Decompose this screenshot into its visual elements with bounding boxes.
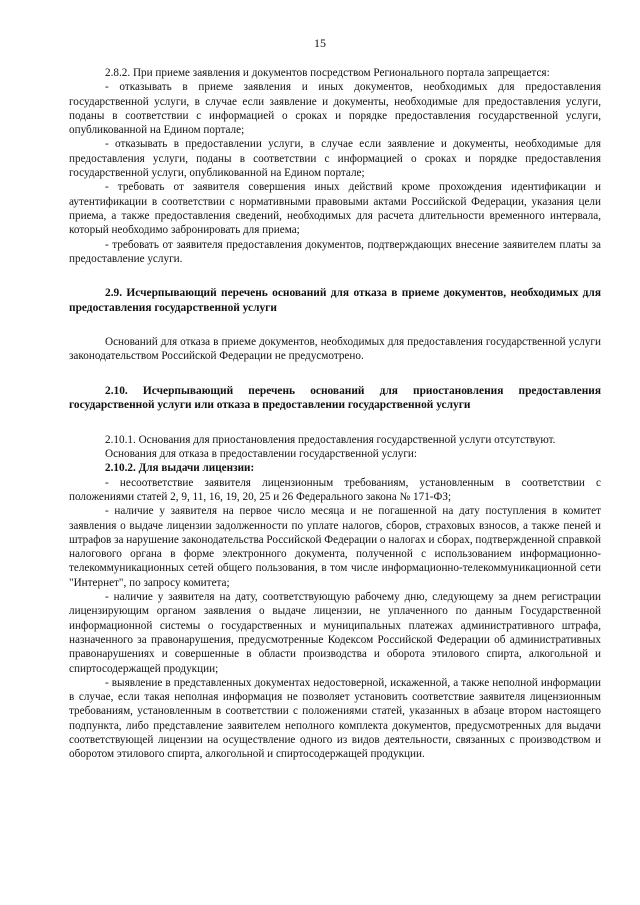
section-2-9-heading: 2.9. Исчерпывающий перечень оснований для отказа в приеме документов, необходимых для предоставления государственной услуги [69,287,601,314]
section-2-10-heading: 2.10. Исчерпывающий перечень оснований для приостановления предоставления государственной услуги или отказа в предоставлении государственной услуги [69,384,601,412]
section-2-8-2-intro: 2.8.2. При приеме заявления и документов посредством Регионального портала запрещается: [105,67,550,79]
section-2-9-text: Оснований для отказа в приеме документов, необходимых для предоставления государственной услуги законодательством Российской Федерации не предусмотрено. [69,336,601,363]
list-item: - отказывать в приеме заявления и иных документов, необходимых для предоставления государственной услуги, в случае если заявление и документы, необходимые для предоставления услуги, поданы в соответствии с информацией о сроках и порядке предоставления государственной услуги, опубликованной на Едином портале; [69,81,601,137]
page-number: 15 [314,36,326,50]
list-item: - отказывать в предоставлении услуги, в случае если заявление и документы, необходимые для предоставления услуги, поданы в соответствии с информацией о сроках и порядке предоставления государственной услуги, опубликованной на Едином портале; [69,138,601,180]
list-item: - требовать от заявителя предоставления документов, подтверждающих внесение заявителем платы за предоставление услуги. [69,238,601,265]
refusal-grounds-intro: Основания для отказа в предоставлении государственной услуги: [105,448,417,461]
document-body [69,66,601,762]
section-2-10-1-text: 2.10.1. Основания для приостановления предоставления государственной услуги отсутствуют. [105,433,556,446]
list-item: - наличие у заявителя на дату, соответствующую рабочему дню, следующему за днем регистрации лицензирующим органом заявления о выдаче лицензии, не уплаченного по данным Государственной информационной системы о государственных и муниципальных платежах административного штрафа, назначенного за правонарушения, предусмотренные Кодексом Российской Федерации об административных правонарушениях и совершенные в области производства и оборота этилового спирта, алкогольной и спиртосодержащей продукции; [69,591,601,675]
list-item: - несоответствие заявителя лицензионным требованиям, установленным в соответствии с положениями статей 2, 9, 11, 16, 19, 20, 25 и 26 Федерального закона № 171-ФЗ; [69,476,601,503]
list-item: - требовать от заявителя совершения иных действий кроме прохождения идентификации и аутентификации в соответствии с нормативными правовыми актами Российской Федерации, указания цели приема, а также предоставления сведений, необходимых для расчета длительности временного интервала, который необходимо забронировать для приема; [69,181,601,237]
list-item: - наличие у заявителя на первое число месяца и не погашенной на дату поступления в комитет заявления о выдаче лицензии задолженности по уплате налогов, сборов, страховых взносов, а также пеней и штрафов за нарушение законодательства Российской Федерации о налогах и сборах, подтвержденной справкой налогового органа в форме электронного документа, полученной с использованием информационно-телекоммуникационных сетей общего пользования, в том числе информационно-телекоммуникационной сети "Интернет", по запросу комитета; [69,505,602,589]
section-2-10-2-heading: 2.10.2. Для выдачи лицензии: [105,462,255,475]
list-item: - выявление в представленных документах недостоверной, искаженной, а также неполной информации в случае, если такая неполная информация не позволяет установить соответствие заявителя лицензионным требованиям, установленным в соответствии с положениями статей, указанных в абзаце втором настоящего подпункта, либо представление заявителем неполного комплекта документов, предусмотренных для выдачи соответствующей лицензии на осуществление одного из видов деятельности, связанных с производством и оборотом этилового спирта, алкогольной и спиртосодержащей продукции. [69,676,601,761]
